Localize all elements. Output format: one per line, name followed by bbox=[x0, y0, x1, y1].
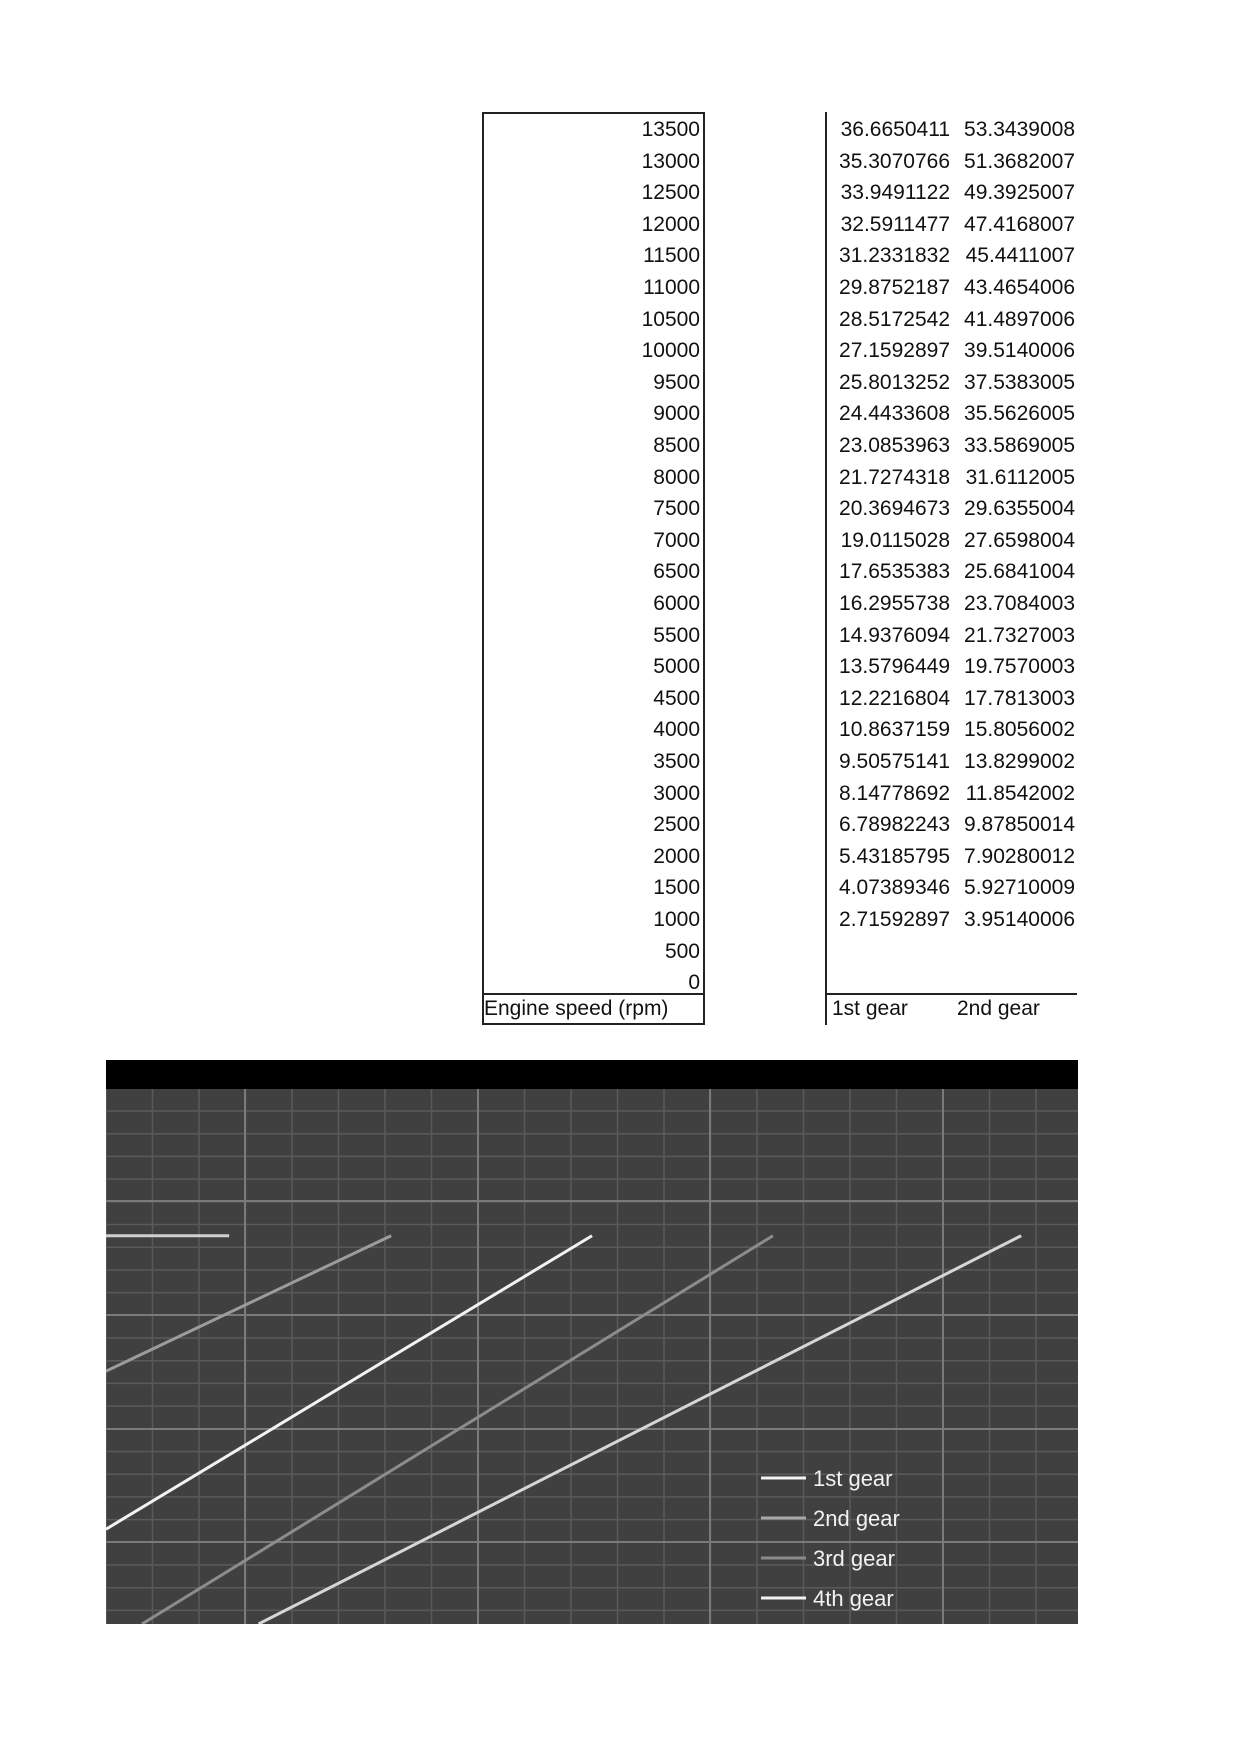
rpm-cell: 4000 bbox=[653, 718, 700, 742]
gear-column-border bbox=[825, 112, 827, 1025]
gear2-speed-cell: 7.90280012 bbox=[964, 844, 1075, 868]
gear2-speed-cell: 13.8299002 bbox=[964, 750, 1075, 773]
gear1-speed-cell: 32.5911477 bbox=[840, 212, 950, 236]
gear-header-2: 2nd gear bbox=[957, 997, 1040, 1020]
gear2-speed-cell: 9.87850014 bbox=[964, 813, 1075, 837]
legend-label: 3rd gear bbox=[813, 1546, 895, 1571]
gear-header-1: 1st gear bbox=[832, 997, 908, 1020]
gear2-speed-cell: 35.5626005 bbox=[964, 402, 1075, 426]
gear2-speed-cell: 17.7813003 bbox=[964, 686, 1075, 710]
gear1-speed-cell: 12.2216804 bbox=[839, 686, 950, 710]
gear2-speed-cell: 15.8056002 bbox=[964, 718, 1075, 742]
gear1-speed-cell: 16.2955738 bbox=[839, 592, 950, 615]
rpm-cell: 500 bbox=[664, 939, 700, 963]
gear1-speed-cell: 20.3694673 bbox=[839, 497, 950, 521]
gear1-speed-cell: 6.78982243 bbox=[839, 813, 950, 837]
gear2-speed-cell: 53.3439008 bbox=[964, 118, 1075, 141]
legend-label: 1st gear bbox=[813, 1466, 893, 1491]
gear2-speed-cell: 39.5140006 bbox=[964, 339, 1075, 363]
gear2-speed-cell: 29.6355004 bbox=[964, 497, 1075, 521]
gear1-speed-cell: 21.7274318 bbox=[839, 465, 950, 489]
gear1-speed-cell: 9.50575141 bbox=[839, 750, 950, 773]
rpm-cell: 6000 bbox=[653, 592, 700, 615]
gear2-speed-cell: 37.5383005 bbox=[964, 370, 1075, 394]
rpm-cell: 1000 bbox=[653, 908, 700, 931]
gear1-speed-cell: 19.0115028 bbox=[840, 528, 950, 552]
rpm-cell: 6500 bbox=[653, 560, 700, 584]
gear2-speed-cell: 11.8542002 bbox=[965, 781, 1075, 805]
gear1-speed-cell: 14.9376094 bbox=[839, 623, 950, 647]
rpm-cell: 5000 bbox=[653, 655, 700, 679]
chart-header-bar bbox=[106, 1060, 1078, 1089]
rpm-cell: 4500 bbox=[653, 686, 700, 710]
gear1-speed-cell: 2.71592897 bbox=[839, 908, 950, 931]
gear1-speed-cell bbox=[832, 937, 950, 967]
gear1-speed-cell: 36.6650411 bbox=[840, 118, 950, 141]
gear1-speed-cell: 17.6535383 bbox=[839, 560, 950, 584]
gear1-speed-cell: 25.8013252 bbox=[839, 370, 950, 394]
rpm-header: Engine speed (rpm) bbox=[484, 997, 669, 1020]
gear1-speed-cell: 27.1592897 bbox=[839, 339, 950, 363]
rpm-cell: 11000 bbox=[643, 276, 700, 299]
rpm-cell: 2500 bbox=[653, 813, 700, 837]
gear1-speed-cell: 28.5172542 bbox=[839, 307, 950, 331]
gear2-speed-cell: 25.6841004 bbox=[964, 560, 1075, 584]
rpm-cell: 3000 bbox=[653, 781, 700, 805]
gear1-speed-cell: 10.8637159 bbox=[839, 718, 950, 742]
gear2-speed-cell: 41.4897006 bbox=[964, 307, 1075, 331]
rpm-cell: 7000 bbox=[653, 528, 700, 552]
gear1-speed-cell: 4.07389346 bbox=[839, 876, 950, 900]
gear2-speed-cell: 43.4654006 bbox=[964, 276, 1075, 299]
plot-area bbox=[106, 1060, 1078, 1624]
gear1-speed-cell: 35.3070766 bbox=[839, 149, 950, 173]
gear1-speed-cell: 31.2331832 bbox=[839, 244, 950, 268]
rpm-cell: 2000 bbox=[653, 844, 700, 868]
rpm-cell: 9500 bbox=[653, 370, 700, 394]
rpm-cell: 7500 bbox=[653, 497, 700, 521]
rpm-cell: 5500 bbox=[653, 623, 700, 647]
gear2-speed-cell bbox=[957, 968, 1075, 998]
gear-speed-chart bbox=[106, 1060, 1078, 1624]
gear2-speed-cell: 3.95140006 bbox=[964, 908, 1075, 931]
legend-label: 4th gear bbox=[813, 1586, 894, 1611]
gear1-speed-cell: 24.4433608 bbox=[839, 402, 950, 426]
gear1-speed-cell bbox=[832, 968, 950, 998]
gear2-speed-cell: 19.7570003 bbox=[964, 655, 1075, 679]
rpm-cell: 13500 bbox=[641, 118, 700, 141]
gear1-speed-cell: 23.0853963 bbox=[839, 434, 950, 457]
gear2-speed-cell: 31.6112005 bbox=[965, 465, 1075, 489]
rpm-cell: 0 bbox=[688, 971, 700, 995]
gear2-speed-cell: 23.7084003 bbox=[964, 592, 1075, 615]
rpm-cell: 1500 bbox=[653, 876, 700, 900]
gear1-speed-cell: 5.43185795 bbox=[839, 844, 950, 868]
rpm-cell: 10000 bbox=[641, 339, 700, 363]
gear2-speed-cell: 27.6598004 bbox=[964, 528, 1075, 552]
gear1-speed-cell: 8.14778692 bbox=[839, 781, 950, 805]
legend-label: 2nd gear bbox=[813, 1506, 900, 1531]
gear2-speed-cell: 21.7327003 bbox=[964, 623, 1075, 647]
gear2-speed-cell: 47.4168007 bbox=[964, 212, 1075, 236]
rpm-cell: 9000 bbox=[653, 402, 700, 426]
rpm-cell: 12000 bbox=[641, 212, 700, 236]
rpm-cell: 12500 bbox=[641, 181, 700, 205]
rpm-cell: 13000 bbox=[641, 149, 700, 173]
rpm-cell: 8000 bbox=[653, 465, 700, 489]
gear2-speed-cell: 49.3925007 bbox=[964, 181, 1075, 205]
rpm-cell: 10500 bbox=[641, 307, 700, 331]
rpm-cell: 11500 bbox=[643, 244, 700, 268]
gear2-speed-cell: 45.4411007 bbox=[965, 244, 1075, 268]
rpm-cell: 3500 bbox=[653, 750, 700, 773]
gear2-speed-cell: 5.92710009 bbox=[964, 876, 1075, 900]
gear2-speed-cell: 51.3682007 bbox=[964, 149, 1075, 173]
gear1-speed-cell: 33.9491122 bbox=[840, 181, 950, 205]
rpm-cell: 8500 bbox=[653, 434, 700, 457]
gear2-speed-cell bbox=[957, 937, 1075, 967]
gear1-speed-cell: 29.8752187 bbox=[839, 276, 950, 299]
gear2-speed-cell: 33.5869005 bbox=[964, 434, 1075, 457]
gear1-speed-cell: 13.5796449 bbox=[839, 655, 950, 679]
